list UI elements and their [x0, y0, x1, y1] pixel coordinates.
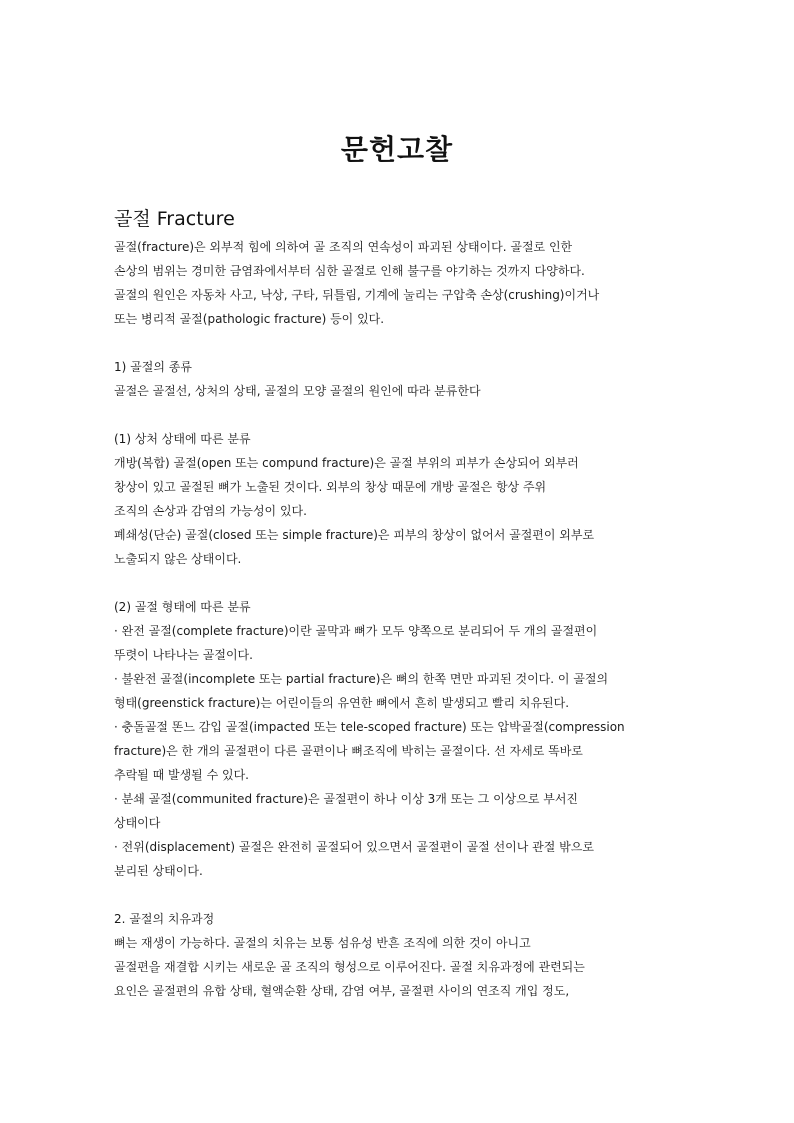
paragraph-line: 뼈는 재생이 가능하다. 골절의 치유는 보통 섬유성 반흔 조직에 의한 것이 아니고 [114, 936, 531, 950]
paragraph-line: 골절의 원인은 자동차 사고, 낙상, 구타, 뒤틀림, 기계에 눌리는 구압축 손상(crushing)이거나 [114, 288, 600, 302]
subheading: 1) 골절의 종류 [114, 360, 192, 374]
subheading: (2) 골절 형태에 따른 분류 [114, 600, 251, 614]
paragraph-line: 또는 병리적 골절(pathologic fracture) 등이 있다. [114, 312, 385, 326]
paragraph-line: 분리된 상태이다. [114, 864, 203, 878]
paragraph-line: 골절편을 재결합 시키는 새로운 골 조직의 형성으로 이루어진다. 골절 치유과정에 관련되는 [114, 960, 585, 974]
paragraph-line: 조직의 손상과 감염의 가능성이 있다. [114, 504, 307, 518]
subheading: 2. 골절의 치유과정 [114, 912, 215, 926]
list-item: · 불완전 골절(incomplete 또는 partial fracture)은 뼈의 한쪽 면만 파괴된 것이다. 이 골절의 [114, 672, 609, 686]
paragraph-line: 폐쇄성(단순) 골절(closed 또는 simple fracture)은 피부의 창상이 없어서 골절편이 외부로 [114, 528, 595, 542]
paragraph-line: 추락될 때 발생될 수 있다. [114, 768, 249, 782]
paragraph-line: 골절은 골절선, 상처의 상태, 골절의 모양 골절의 원인에 따라 분류한다 [114, 384, 481, 398]
page-title: 문헌고찰 [340, 133, 454, 166]
list-item: · 전위(displacement) 골절은 완전히 골절되어 있으면서 골절편이 골절 선이나 관절 밖으로 [114, 840, 594, 854]
paragraph-line: 개방(복합) 골절(open 또는 compund fracture)은 골절 부위의 피부가 손상되어 외부러 [114, 456, 579, 470]
section-heading: 골절 Fracture [114, 208, 235, 230]
paragraph-line: 노출되지 않은 상태이다. [114, 552, 242, 566]
paragraph-line: 상태이다 [114, 816, 161, 830]
paragraph-line: 손상의 범위는 경미한 금염좌에서부터 심한 골절로 인해 불구를 야기하는 것까지 다양하다. [114, 264, 585, 278]
list-item: · 충돌골절 똔느 감입 골절(impacted 또는 tele-scoped fracture) 또는 압박골절(compression [114, 720, 625, 734]
paragraph-line: 뚜렷이 나타나는 골절이다. [114, 648, 253, 662]
paragraph-line: 골절(fracture)은 외부적 힘에 의하여 골 조직의 연속성이 파괴된 상태이다. 골절로 인한 [114, 240, 573, 254]
list-item: · 분쇄 골절(communited fracture)은 골절편이 하나 이상 3개 또는 그 이상으로 부서진 [114, 792, 579, 806]
paragraph-line: fracture)은 한 개의 골절편이 다른 골편이나 뼈조직에 박히는 골절이다. 선 자세로 똑바로 [114, 744, 583, 758]
paragraph-line: 형태(greenstick fracture)는 어린이들의 유연한 뼈에서 흔히 발생되고 빨리 치유된다. [114, 696, 570, 710]
paragraph-line: 창상이 있고 골절된 뼈가 노출된 것이다. 외부의 창상 때문에 개방 골절은 항상 주위 [114, 480, 547, 494]
list-item: · 완전 골절(complete fracture)이란 골막과 뼈가 모두 양쪽으로 분리되어 두 개의 골절편이 [114, 624, 598, 638]
paragraph-line: 요인은 골절편의 유합 상태, 혈액순환 상태, 감염 여부, 골절편 사이의 연조직 개입 정도, [114, 984, 570, 998]
subheading: (1) 상처 상태에 따른 분류 [114, 432, 251, 446]
